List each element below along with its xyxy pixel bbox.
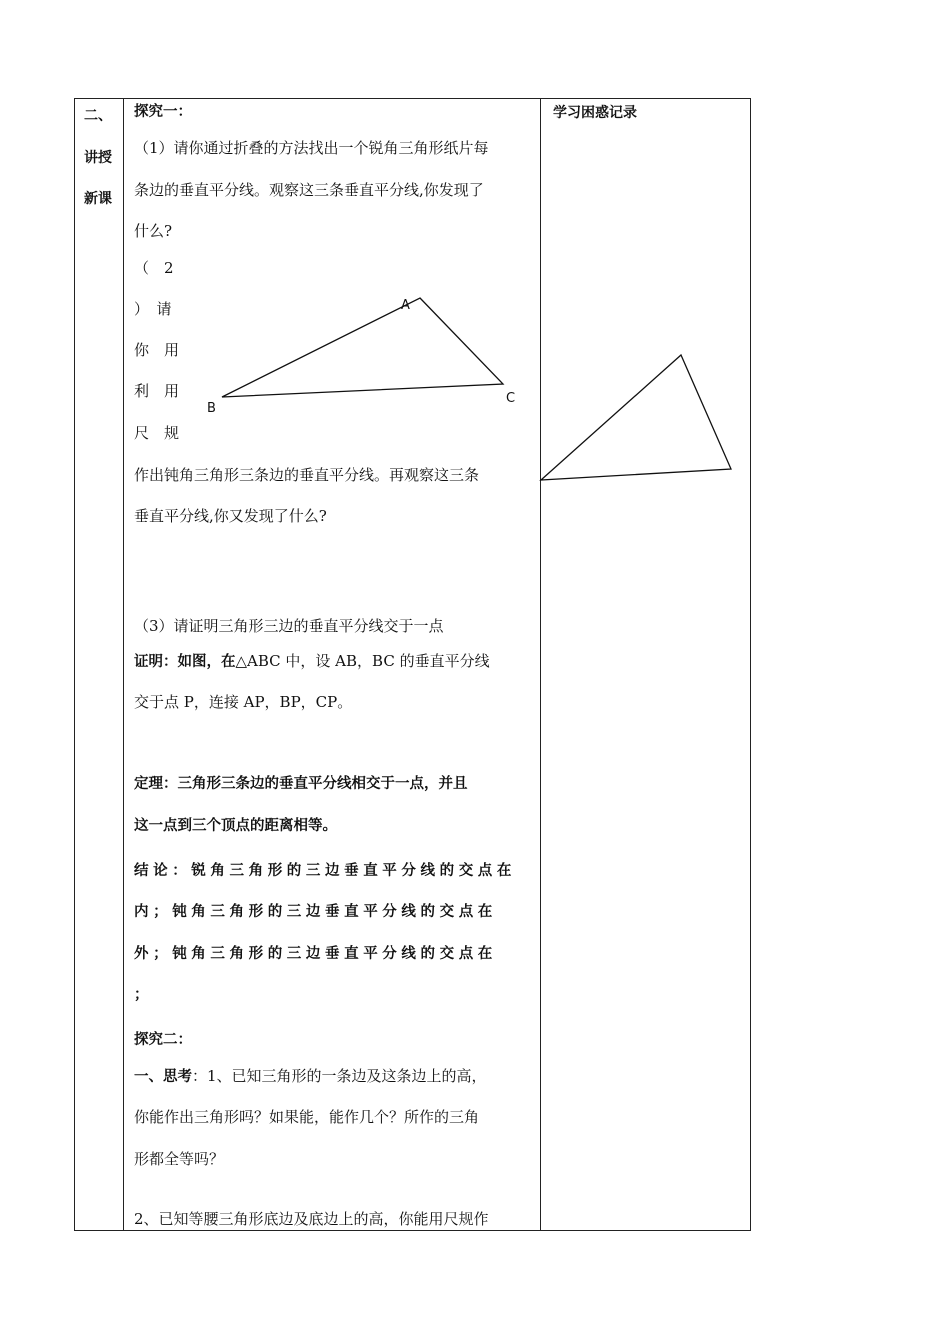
notes-column-header: 学习困惑记录 [553, 105, 637, 121]
q1-line3: 什么? [134, 222, 173, 240]
explore2-title: 探究二： [134, 1032, 192, 1048]
conclusion-line2: 内；钝角三角形的三边垂直平分线的交点在 [134, 904, 497, 920]
think-label: 一、思考 [134, 1069, 192, 1085]
q2-line1: 作出钝角三角形三条边的垂直平分线。再观察这三条 [134, 466, 480, 484]
vertex-label-b: B [207, 401, 216, 416]
conclusion-line1: 结论：锐角三角形的三边垂直平分线的交点在 [134, 863, 516, 879]
section-name-line2: 新课 [84, 191, 112, 207]
section-name-line1: 讲授 [84, 150, 112, 166]
think-line2: 你能作出三角形吗？如果能，能作几个？所作的三角 [134, 1108, 480, 1126]
acute-triangle-figure [541, 355, 731, 480]
proof-label: 证明：如图，在 [134, 654, 236, 670]
theorem-line2: 这一点到三个顶点的距离相等。 [134, 818, 337, 834]
q2-side-line5: 尺 规 [134, 424, 180, 442]
q2-side-line1: （ 2 [134, 259, 174, 277]
q1-line2: 条边的垂直平分线。观察这三条垂直平分线,你发现了 [134, 181, 484, 199]
theorem-line1: 定理：三角形三条边的垂直平分线相交于一点，并且 [134, 776, 468, 792]
conclusion-line3: 外；钝角三角形的三边垂直平分线的交点在 [134, 946, 497, 962]
conclusion-line4: ； [134, 987, 149, 1003]
think-line3: 形都全等吗？ [134, 1150, 225, 1168]
proof-line2: 交于点 P，连接 AP，BP，CP。 [134, 693, 353, 711]
think-text: ：1、已知三角形的一条边及这条边上的高， [192, 1067, 487, 1085]
vertex-label-c: C [506, 391, 516, 406]
q1-line1: （1）请你通过折叠的方法找出一个锐角三角形纸片每 [134, 139, 489, 157]
q2-side-line4: 利 用 [134, 382, 180, 400]
q3-text: （3）请证明三角形三边的垂直平分线交于一点 [134, 617, 444, 635]
q2-side-line3: 你 用 [134, 341, 180, 359]
explore2-q2-line1: 2、已知等腰三角形底边及底边上的高，你能用尺规作 [134, 1210, 489, 1228]
q2-line2: 垂直平分线,你又发现了什么? [134, 507, 327, 525]
explore1-title: 探究一： [134, 104, 192, 120]
obtuse-triangle-abc [222, 298, 503, 397]
section-number: 二、 [84, 108, 112, 124]
proof-text: △ABC 中，设 AB，BC 的垂直平分线 [235, 652, 490, 670]
q2-side-line2: ） 请 [134, 300, 172, 318]
vertex-label-a: A [401, 298, 410, 313]
